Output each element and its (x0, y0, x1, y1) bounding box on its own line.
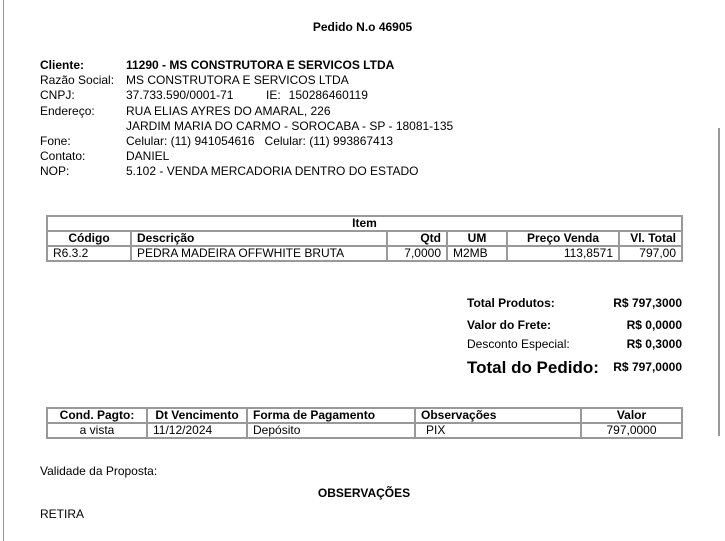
frete-value: R$ 0,0000 (626, 318, 682, 332)
scrollbar[interactable] (718, 128, 720, 436)
cell-total: 797,00 (619, 246, 682, 261)
col-cond: Cond. Pagto: (47, 408, 147, 423)
razao-label: Razão Social: (40, 73, 115, 88)
total-produtos-label: Total Produtos: (467, 296, 555, 310)
cell-forma: Depósito (247, 423, 415, 438)
left-border (3, 0, 4, 541)
observacoes-title: OBSERVAÇÕES (317, 486, 411, 500)
col-qtd: Qtd (387, 231, 447, 246)
total-produtos (467, 296, 682, 310)
total-produtos-value: R$ 797,3000 (613, 296, 682, 310)
client-info (40, 58, 453, 180)
cell-vencimento: 11/12/2024 (147, 423, 247, 438)
col-codigo: Código (47, 231, 131, 246)
col-forma: Forma de Pagamento (247, 408, 415, 423)
col-preco: Preço Venda (507, 231, 619, 246)
endereco-label: Endereço: (40, 103, 95, 118)
validade-label: Validade da Proposta: (40, 464, 158, 478)
cell-um: M2MB (447, 246, 507, 261)
contato-label: Contato: (40, 149, 86, 164)
cliente-value: 11290 - MS CONSTRUTORA E SERVICOS LTDA (126, 58, 395, 72)
contato-value: DANIEL (126, 149, 170, 164)
cliente-label: Cliente: (40, 58, 85, 72)
items-caption: Item (47, 216, 682, 231)
cell-valor: 797,0000 (581, 423, 682, 438)
table-row (47, 246, 682, 261)
valor-frete (467, 318, 682, 332)
col-observacoes: Observações (415, 408, 581, 423)
col-descricao: Descrição (131, 231, 387, 246)
col-um: UM (447, 231, 507, 246)
page-title: Pedido N.o 46905 (312, 20, 413, 34)
col-total: Vl. Total (619, 231, 682, 246)
fone-value: Celular: (11) 941054616 Celular: (11) 993867413 (126, 134, 394, 149)
items-table (46, 215, 683, 262)
cell-descricao: PEDRA MADEIRA OFFWHITE BRUTA (131, 246, 387, 261)
ie-label: IE: (266, 88, 281, 103)
total-pedido-value: R$ 797,0000 (613, 360, 682, 374)
nop-label: NOP: (40, 164, 70, 179)
cell-qtd: 7,0000 (387, 246, 447, 261)
nop-value: 5.102 - VENDA MERCADORIA DENTRO DO ESTADO (126, 164, 419, 179)
ie-value: 150286460119 (288, 88, 368, 103)
col-valor: Valor (581, 408, 682, 423)
payment-table (46, 407, 683, 439)
cell-codigo: R6.3.2 (47, 246, 131, 261)
total-pedido (467, 358, 682, 378)
total-pedido-label: Total do Pedido: (467, 358, 599, 377)
frete-label: Valor do Frete: (467, 318, 552, 332)
table-row (47, 423, 682, 438)
cell-preco: 113,8571 (507, 246, 619, 261)
fone-label: Fone: (40, 134, 71, 149)
cell-cond: a vista (47, 423, 147, 438)
cell-observacoes: PIX (415, 423, 581, 438)
endereco-line1: RUA ELIAS AYRES DO AMARAL, 226 (126, 103, 331, 118)
cnpj-value: 37.733.590/0001-71 (126, 88, 234, 103)
desconto-label: Desconto Especial: (467, 337, 570, 351)
cnpj-label: CNPJ: (40, 88, 75, 103)
razao-value: MS CONSTRUTORA E SERVICOS LTDA (126, 73, 349, 88)
desconto-value: R$ 0,3000 (626, 337, 682, 351)
observacoes-text: RETIRA (40, 507, 85, 521)
endereco-line2: JARDIM MARIA DO CARMO - SOROCABA - SP - 18081-135 (126, 118, 454, 133)
desconto-especial (467, 337, 682, 351)
col-vencimento: Dt Vencimento (147, 408, 247, 423)
